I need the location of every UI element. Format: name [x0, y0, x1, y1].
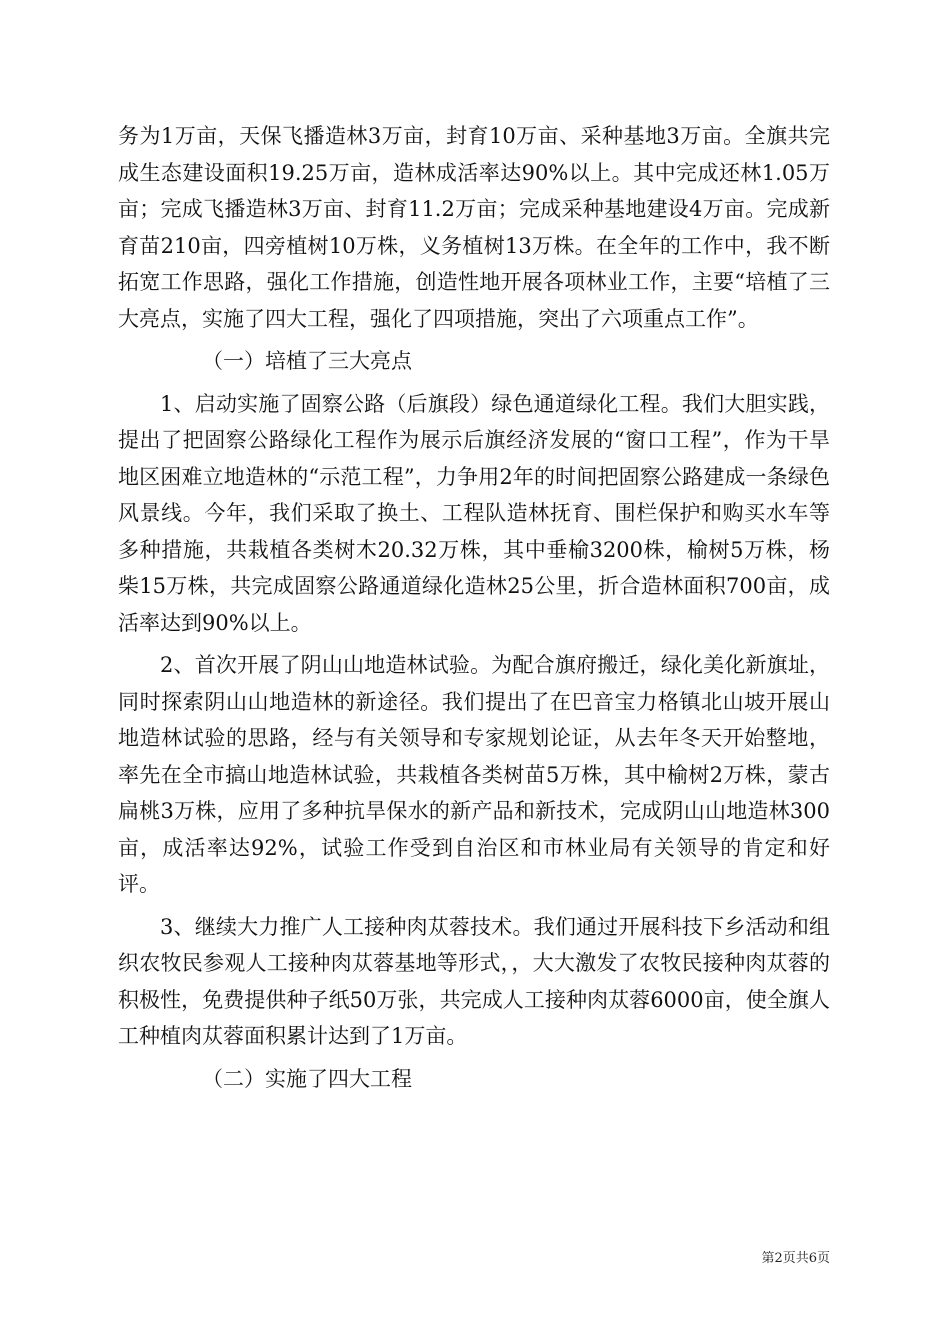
- paragraph-highlight-3: 3、继续大力推广人工接种肉苁蓉技术。我们通过开展科技下乡活动和组织农牧民参观人工接种肉苁蓉基地等形式，，大大激发了农牧民接种肉苁蓉的积极性，免费提供种子纸50万张，共完成人工接种肉苁蓉6000亩，使全旗人工种植肉苁蓉面积累计达到了1万亩。: [118, 914, 830, 1048]
- section-heading-projects: （二）实施了四大工程: [202, 1066, 412, 1091]
- paragraph-highlight-1: 1、启动实施了固察公路（后旗段）绿色通道绿化工程。我们大胆实践，提出了把固察公路绿化工程作为展示后旗经济发展的“窗口工程”，作为干旱地区困难立地造林的“示范工程”，力争用2年的时间把固察公路建成一条绿色风景线。今年，我们采取了换土、工程队造林抚育、围栏保护和购买水车等多种措施，共栽植各类树木20.32万株，其中垂榆3200株，榆树5万株，杨柴15万株，共完成固察公路通道绿化造林25公里，折合造林面积700亩，成活率达到90%以上。: [118, 391, 830, 635]
- section-heading-highlights: （一）培植了三大亮点: [202, 349, 412, 373]
- document-body: [118, 118, 830, 1097]
- page-number: 第2页共6页: [761, 1251, 830, 1266]
- paragraph-highlight-2: 2、首次开展了阴山山地造林试验。为配合旗府搬迁，绿化美化新旗址，同时探索阴山山地造林的新途径。我们提出了在巴音宝力格镇北山坡开展山地造林试验的思路，经与有关领导和专家规划论证，从去年冬天开始整地，率先在全市搞山地造林试验，共栽植各类树苗5万株，其中榆树2万株，蒙古扁桃3万株，应用了多种抗旱保水的新产品和新技术，完成阴山山地造林300亩，成活率达92%，试验工作受到自治区和市林业局有关领导的肯定和好评。: [118, 653, 830, 896]
- paragraph-summary: 务为1万亩，天保飞播造林3万亩，封育10万亩、采种基地3万亩。全旗共完成生态建设面积19.25万亩，造林成活率达90%以上。其中完成还林1.05万亩；完成飞播造林3万亩、封育11.2万亩；完成采种基地建设4万亩。完成新育苗210亩，四旁植树10万株，义务植树13万株。在全年的工作中，我不断拓宽工作思路，强化工作措施，创造性地开展各项林业工作，主要“培植了三大亮点，实施了四大工程，强化了四项措施，突出了六项重点工作”。: [118, 124, 830, 331]
